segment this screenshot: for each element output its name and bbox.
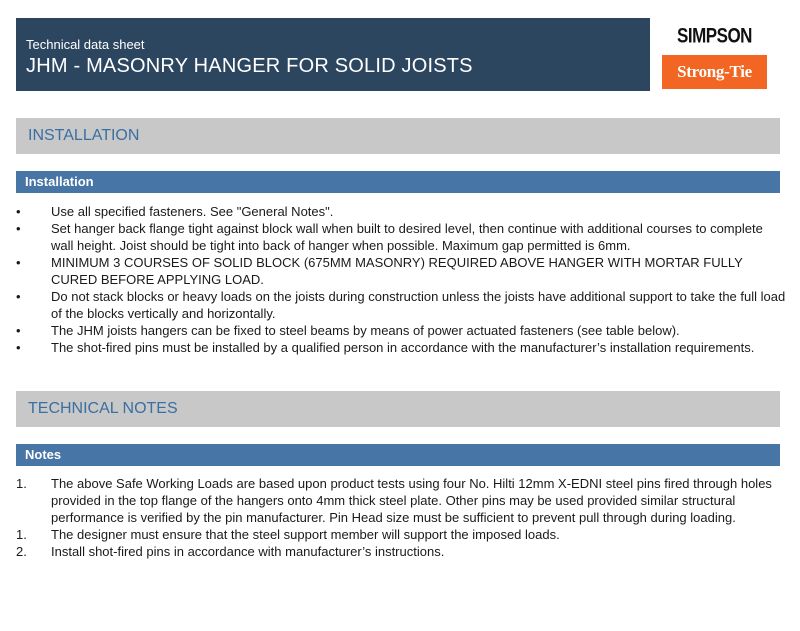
simpson-logo bbox=[662, 19, 767, 52]
list-item-text: Use all specified fasteners. See "General Notes". bbox=[51, 204, 334, 219]
list-item-text: The above Safe Working Loads are based upon product tests using four No. Hilti 12mm X-EDNI steel pins fired through holes provided in the top flange of the hangers onto 4mm thick steel plate. Other pins may be used provided similar structural performance is verified by the pin manufacturer. Pin Head size must be sufficient to prevent pull through during loading. bbox=[51, 476, 772, 525]
bullet-icon: • bbox=[16, 221, 21, 236]
list-item-text: The designer must ensure that the steel support member will support the imposed loads. bbox=[51, 527, 560, 542]
list-number: 1. bbox=[16, 476, 27, 491]
logo-text-top: SIMPSON bbox=[677, 23, 752, 47]
document-title: JHM - MASONRY HANGER FOR SOLID JOISTS bbox=[26, 55, 473, 77]
bullet-icon: • bbox=[16, 340, 21, 355]
list-item bbox=[16, 254, 786, 288]
list-item bbox=[16, 526, 786, 543]
bullet-icon: • bbox=[16, 289, 21, 304]
list-item-text: The shot-fired pins must be installed by a qualified person in accordance with the manufacturer’s installation requirements. bbox=[51, 340, 755, 355]
technical-notes-section-header bbox=[16, 391, 780, 427]
list-item bbox=[16, 475, 786, 526]
installation-subheading: Installation bbox=[25, 174, 94, 189]
list-item-text: Set hanger back flange tight against block wall when built to desired level, then continue with additional courses to complete wall height. Joist should be tight into back of hanger when possible. Maximum gap permitted is 6mm. bbox=[51, 221, 763, 253]
installation-section-header bbox=[16, 118, 780, 154]
list-number: 2. bbox=[16, 544, 27, 559]
bullet-icon: • bbox=[16, 204, 21, 219]
list-item-text: Do not stack blocks or heavy loads on the joists during construction unless the joists have additional support to take the full load of the blocks vertically and horizontally. bbox=[51, 289, 786, 321]
list-item bbox=[16, 339, 786, 356]
list-item bbox=[16, 322, 786, 339]
installation-section-title: INSTALLATION bbox=[28, 127, 140, 144]
list-item bbox=[16, 203, 786, 220]
strong-tie-logo bbox=[662, 55, 767, 89]
notes-subheading-bar bbox=[16, 444, 780, 466]
installation-subheading-bar bbox=[16, 171, 780, 193]
list-item-text: MINIMUM 3 COURSES OF SOLID BLOCK (675MM MASONRY) REQUIRED ABOVE HANGER WITH MORTAR FULLY CURED BEFORE APPLYING LOAD. bbox=[51, 255, 743, 287]
installation-list bbox=[16, 203, 786, 356]
list-number: 1. bbox=[16, 527, 27, 542]
list-item bbox=[16, 220, 786, 254]
document-subtitle: Technical data sheet bbox=[26, 37, 145, 52]
list-item bbox=[16, 543, 786, 560]
technical-notes-section-title: TECHNICAL NOTES bbox=[28, 400, 178, 417]
list-item-text: The JHM joists hangers can be fixed to steel beams by means of power actuated fasteners (see table below). bbox=[51, 323, 680, 338]
logo-text-bottom: Strong-Tie bbox=[677, 62, 752, 81]
list-item-text: Install shot-fired pins in accordance with manufacturer’s instructions. bbox=[51, 544, 445, 559]
bullet-icon: • bbox=[16, 255, 21, 270]
list-item bbox=[16, 288, 786, 322]
bullet-icon: • bbox=[16, 323, 21, 338]
header-banner bbox=[16, 18, 650, 91]
notes-list bbox=[16, 475, 786, 560]
notes-subheading: Notes bbox=[25, 447, 62, 462]
